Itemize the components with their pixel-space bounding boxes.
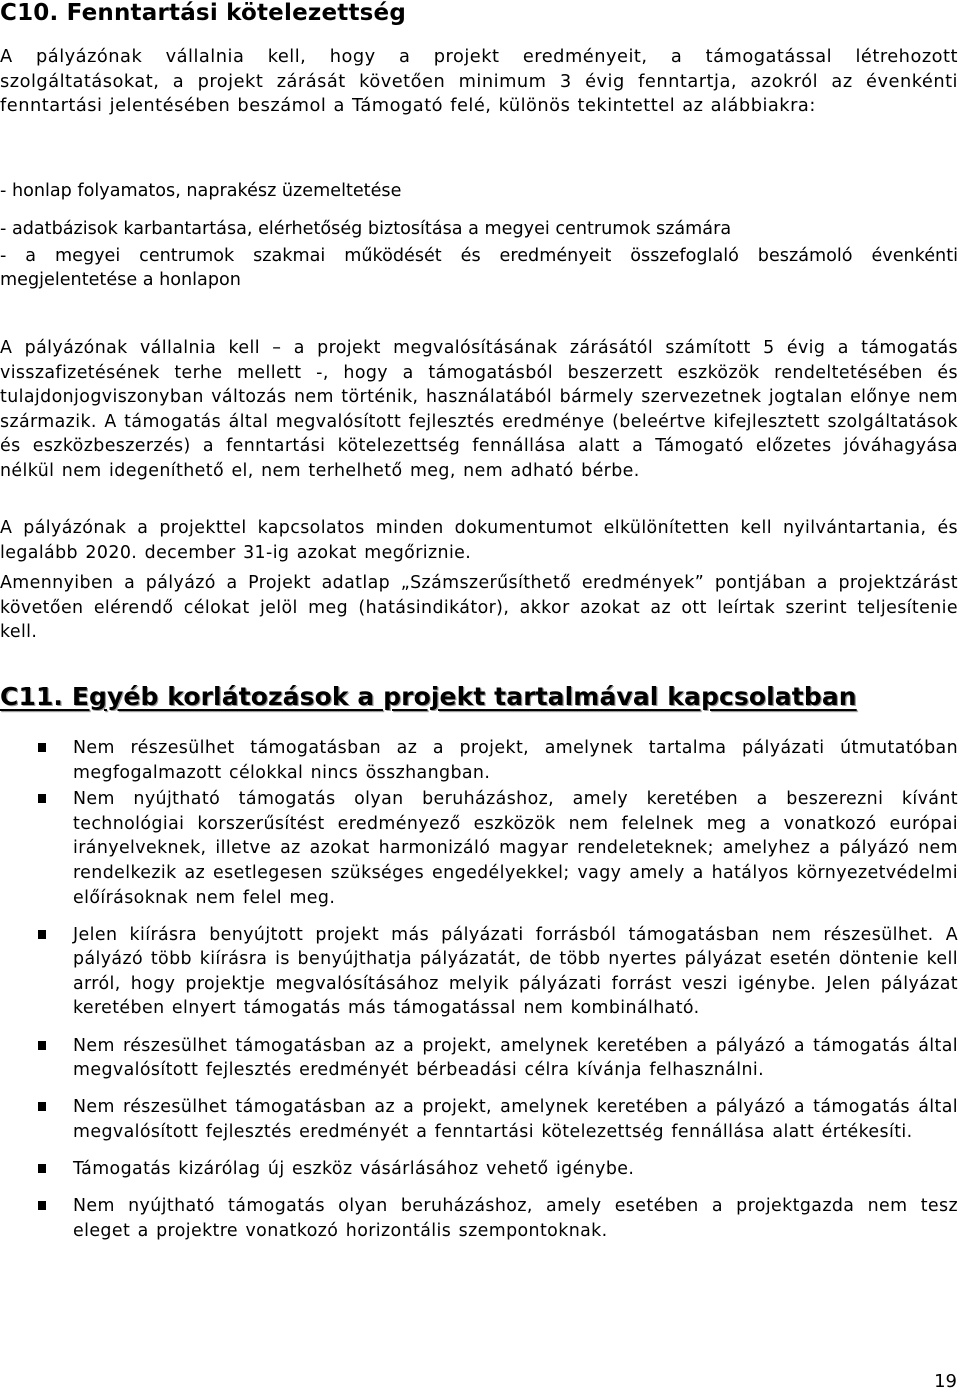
square-bullet-icon xyxy=(38,1201,46,1210)
c11-bullet-text: Nem nyújtható támogatás olyan beruházáshoz, amely esetében a projektgazda nem tesz eleget a projektre vonatkozó horizontális szempontoknak. xyxy=(73,1196,958,1241)
square-bullet-icon xyxy=(38,743,46,752)
c11-bullet-item xyxy=(0,787,958,910)
c10-indicators-text: Amennyiben a pályázó a Projekt adatlap „Számszerűsíthető eredmények” pontjában a projektzárást követően elérendő célokat jelöl meg (hatásindikátor), akkor azokat az ott leírtak szerint teljesítenie kell. xyxy=(0,573,958,643)
c10-maintenance-paragraph xyxy=(0,336,958,484)
section-c10-heading: C10. Fenntartási kötelezettség xyxy=(0,0,406,26)
c11-bullet-item xyxy=(0,1095,958,1144)
c10-dash-list xyxy=(0,179,958,293)
c10-documents-paragraph xyxy=(0,516,958,565)
c11-bullet-item xyxy=(0,923,958,1021)
c10-indicators-paragraph xyxy=(0,571,958,645)
c11-bullet-text: Nem részesülhet támogatásban az a projekt, amelynek keretében a pályázó a támogatás által megvalósított fejlesztés eredményét bérbeadási célra kívánja felhasználni. xyxy=(73,1035,958,1081)
c11-bullet-text: Nem részesülhet támogatásban az a projekt, amelynek keretében a pályázó a támogatás által megvalósított fejlesztés eredményét a fenntartási kötelezettség fennállása alatt értékesíti. xyxy=(73,1097,958,1142)
c11-bullet-item xyxy=(0,736,958,785)
c11-bullet-item xyxy=(0,1034,958,1083)
c11-bullet-text: Nem részesülhet támogatásban az a projekt, amelynek tartalma pályázati útmutatóban megfogalmazott célokkal nincs összhangban. xyxy=(73,738,958,783)
square-bullet-icon xyxy=(38,1164,46,1173)
page-number: 19 xyxy=(934,1371,957,1392)
c10-lead-paragraph xyxy=(0,45,958,119)
c10-lead-text: A pályázónak vállalnia kell, hogy a projekt eredményeit, a támogatással létrehozott szolgáltatásokat, a projekt zárását követően minimum 3 évig fenntartja, azokról az évenkénti fenntartási jelentésében beszámol a Támogató felé, különös tekintettel az alábbiakra: xyxy=(0,46,958,117)
c11-bullet-text: Jelen kiírásra benyújtott projekt más pályázati forrásból támogatásban nem részesülhet. A pályázó több kiírásra is benyújthatja pályázatát, de több nyertes pályázat esetén döntenie kell arról, hogy projektje megvalósításához melyik pályázati forrást veszi igénybe. Jelen pályázat keretében elnyert támogatás más támogatással nem kombinálható. xyxy=(73,924,958,1019)
c11-bullet-text: Nem nyújtható támogatás olyan beruházáshoz, amely keretében a beszerezni kívánt technológiai korszerűsítést eredményező eszközök nem felelnek meg a vonatkozó európai irányelveknek, illetve az azokat harmonizáló magyar rendeleteknek; amelyhez a pályázó nem rendelkezik az esetlegesen szükséges engedélyekkel; vagy amely a hatályos környezetvédelmi előírásoknak nem felel meg. xyxy=(73,789,958,908)
square-bullet-icon xyxy=(38,930,46,939)
square-bullet-icon xyxy=(38,794,46,803)
c10-documents-text: A pályázónak a projekttel kapcsolatos minden dokumentumot elkülönítetten kell nyilvántartania, és legalább 2020. december 31-ig azokat megőriznie. xyxy=(0,518,958,563)
c11-bullet-item xyxy=(0,1194,958,1243)
c11-bullet-item xyxy=(0,1157,958,1182)
c11-bullet-text: Támogatás kizárólag új eszköz vásárlásához vehető igénybe. xyxy=(73,1158,635,1179)
c10-dash-item-website: - honlap folyamatos, naprakész üzemeltetése xyxy=(0,181,402,201)
c11-bullet-list xyxy=(0,736,958,1256)
c10-maintenance-text: A pályázónak vállalnia kell – a projekt megvalósításának zárásától számított 5 évig a támogatás visszafizetésének terhe mellett -, hogy a támogatásból beszerzett eszközök rendeltetésében és tulajdonjogviszonyban változás nem történik, használatából bármely szervezetnek jogtalan előnye nem származik. A támogatás által megvalósított fejlesztés eredménye (beleértve kifejlesztett szolgáltatások és eszközbeszerzés) a fenntartási kötelezettség fennállása alatt a Támogató előzetes jóváhagyása nélkül nem idegeníthető el, nem terhelhető meg, nem adható bérbe. xyxy=(0,338,958,481)
square-bullet-icon xyxy=(38,1102,46,1111)
c10-dash-item-databases: - adatbázisok karbantartása, elérhetőség biztosítása a megyei centrumok számára xyxy=(0,218,732,239)
c10-dash-item-report: - a megyei centrumok szakmai működését és eredményeit összefoglaló beszámoló évenkénti megjelentetése a honlapon xyxy=(0,245,958,291)
square-bullet-icon xyxy=(38,1041,46,1050)
section-c11-heading: C11. Egyéb korlátozások a projekt tartalmával kapcsolatban xyxy=(0,682,857,711)
